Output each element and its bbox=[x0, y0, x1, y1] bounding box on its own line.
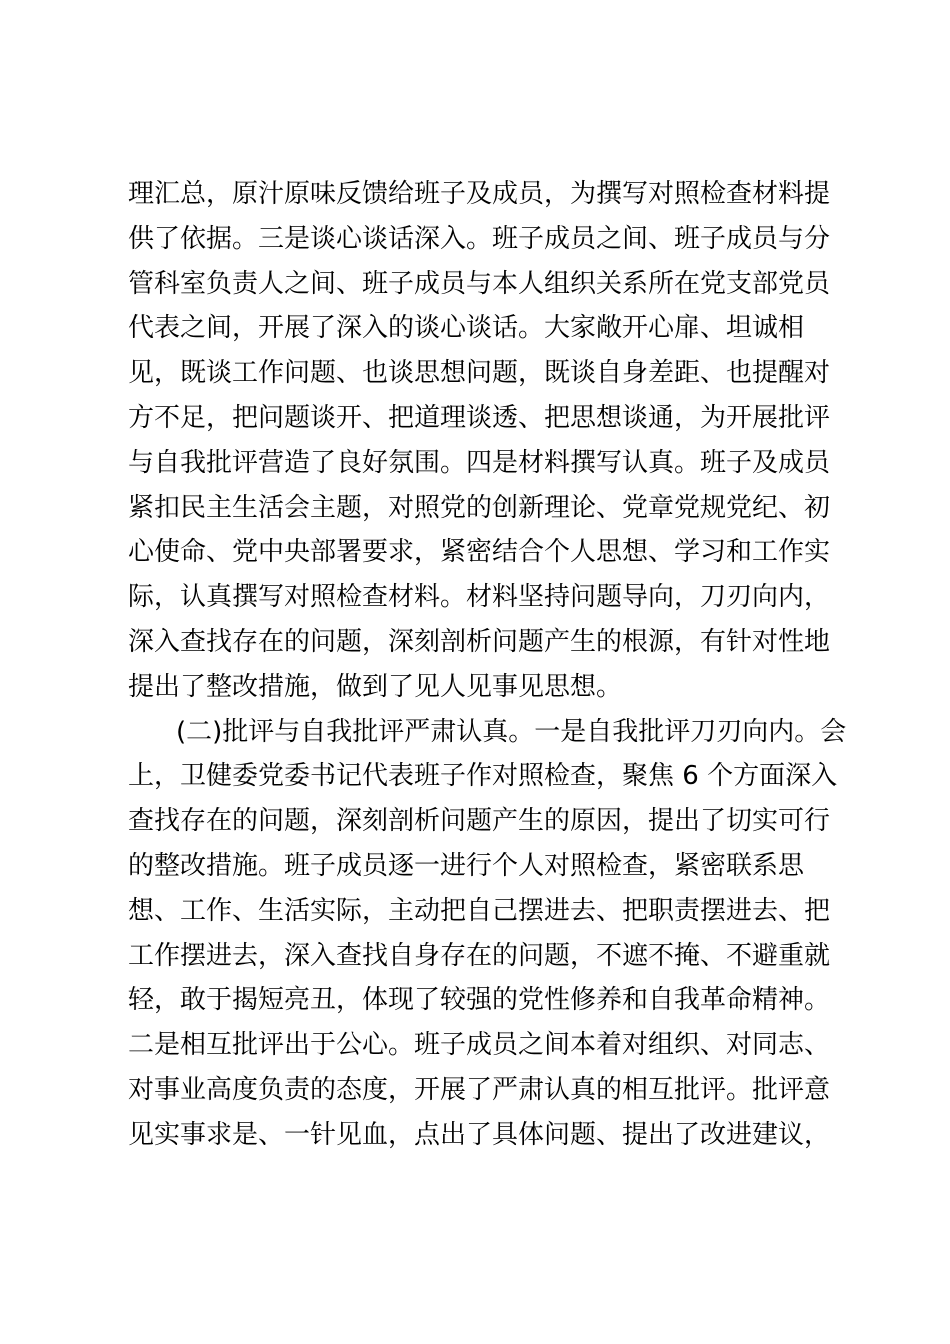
text-line: 对事业高度负责的态度，开展了严肃认真的相互批评。批评意 bbox=[128, 1074, 831, 1105]
text-line: 理汇总，原汁原味反馈给班子及成员，为撰写对照检查材料提 bbox=[128, 179, 831, 209]
text-line: 工作摆进去，深入查找自身存在的问题，不遮不掩、不避重就 bbox=[128, 940, 831, 971]
text-line: 轻，敢于揭短亮丑，体现了较强的党性修养和自我革命精神。 bbox=[128, 985, 831, 1016]
text-line: 方不足，把问题谈开、把道理谈透、把思想谈通，为开展批评 bbox=[128, 402, 831, 433]
text-line: 代表之间，开展了深入的谈心谈话。大家敞开心扉、坦诚相 bbox=[128, 313, 805, 344]
text-line: 深入查找存在的问题，深刻剖析问题产生的根源，有针对性地 bbox=[128, 626, 831, 657]
text-line: 见实事求是、一针见血，点出了具体问题、提出了改进建议， bbox=[128, 1119, 831, 1150]
text-line: 供了依据。三是谈心谈话深入。班子成员之间、班子成员与分 bbox=[128, 223, 831, 254]
text-line: 见，既谈工作问题、也谈思想问题，既谈自身差距、也提醒对 bbox=[128, 358, 831, 389]
text-line: 上，卫健委党委书记代表班子作对照检查，聚焦 6 个方面深入 bbox=[128, 761, 838, 792]
text-line: 心使命、党中央部署要求，紧密结合个人思想、学习和工作实 bbox=[128, 537, 831, 568]
text-line: 管科室负责人之间、班子成员与本人组织关系所在党支部党员 bbox=[128, 268, 831, 299]
section-heading-line: (二)批评与自我批评严肃认真。一是自我批评刀刃向内。会 bbox=[176, 716, 847, 747]
text-line: 际，认真撰写对照检查材料。材料坚持问题导向，刀刃向内， bbox=[128, 582, 831, 613]
text-line: 二是相互批评出于公心。班子成员之间本着对组织、对同志、 bbox=[128, 1030, 831, 1061]
text-line: 想、工作、生活实际，主动把自己摆进去、把职责摆进去、把 bbox=[128, 895, 831, 926]
text-line: 提出了整改措施，做到了见人见事见思想。 bbox=[128, 671, 623, 702]
text-line: 的整改措施。班子成员逐一进行个人对照检查，紧密联系思 bbox=[128, 850, 805, 881]
text-line: 与自我批评营造了良好氛围。四是材料撰写认真。班子及成员 bbox=[128, 447, 831, 478]
text-line: 紧扣民主生活会主题，对照党的创新理论、党章党规党纪、初 bbox=[128, 492, 831, 523]
body-text bbox=[128, 172, 847, 1158]
text-line: 查找存在的问题，深刻剖析问题产生的原因，提出了切实可行 bbox=[128, 806, 831, 837]
